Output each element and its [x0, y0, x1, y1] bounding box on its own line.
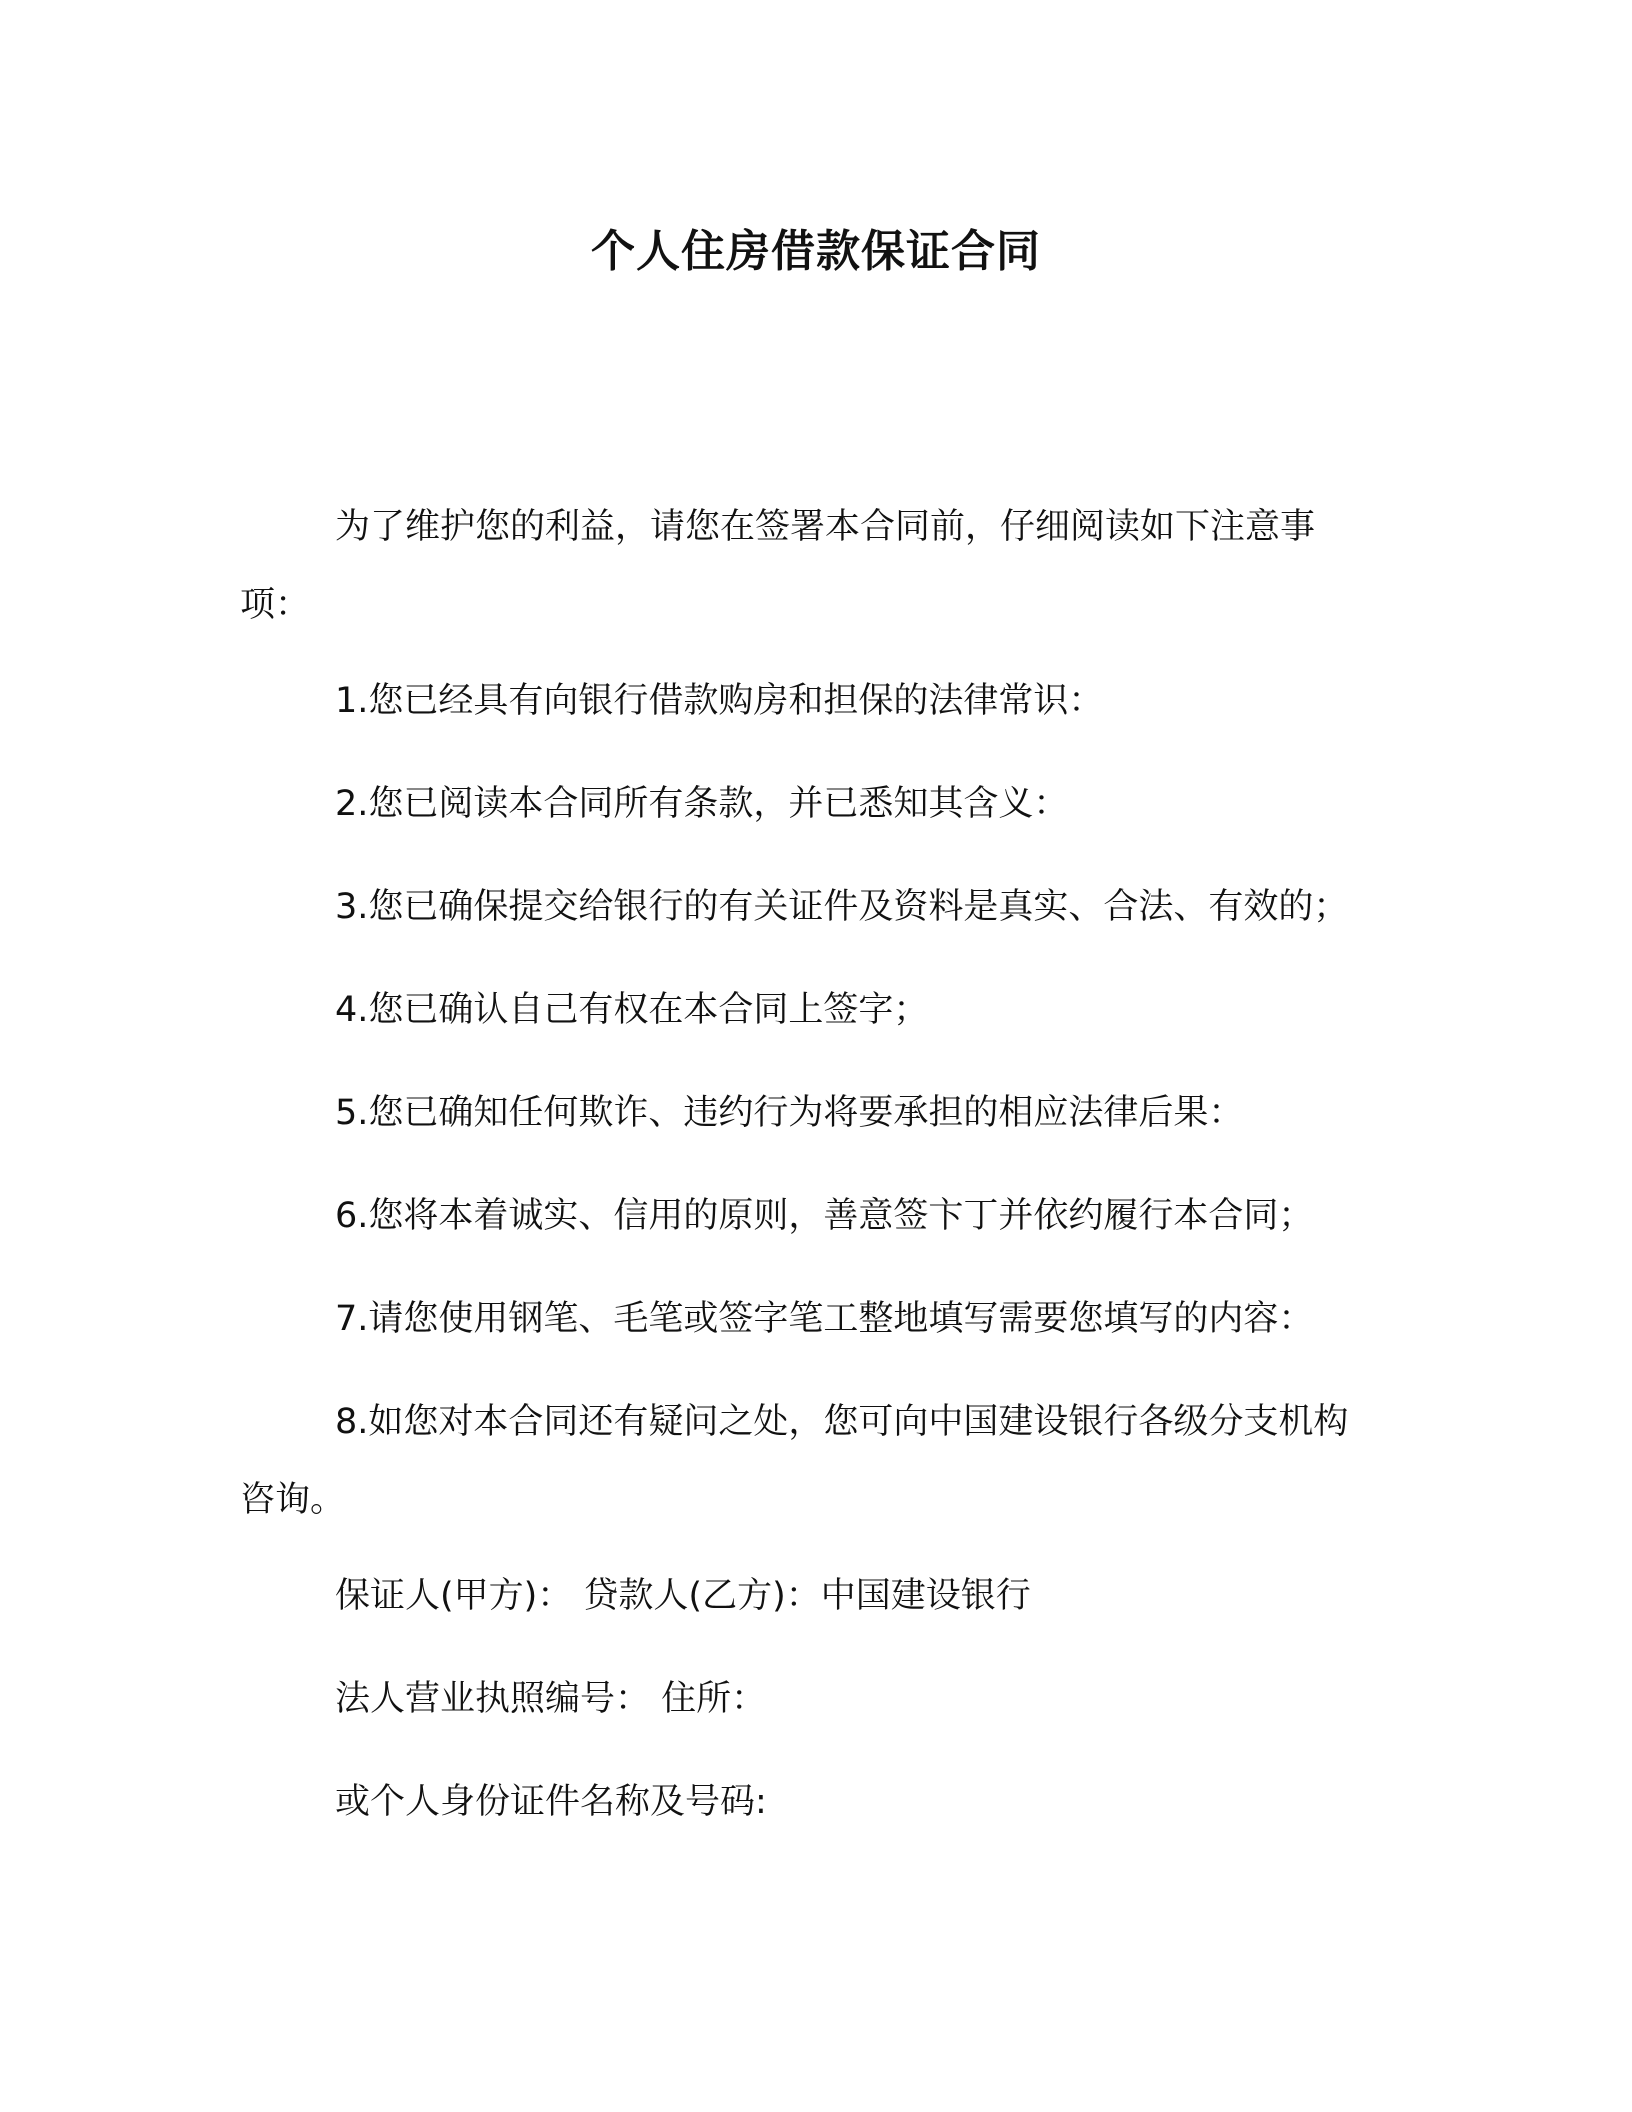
- notice-item-7: 7.请您使用钢笔、毛笔或签字笔工整地填写需要您填写的内容：: [335, 1299, 1314, 1339]
- notice-item-5: 5.您已确知任何欺诈、违约行为将要承担的相应法律后果：: [335, 1093, 1244, 1133]
- document-title: 个人住房借款保证合同: [591, 226, 1041, 277]
- notice-item-4: 4.您已确认自己有权在本合同上签字；: [335, 990, 929, 1030]
- notice-item-3: 3.您已确保提交给银行的有关证件及资料是真实、合法、有效的；: [335, 887, 1349, 927]
- notice-item-6: 6.您将本着诚实、信用的原则，善意签卞丁并依约履行本合同；: [335, 1196, 1314, 1236]
- intro-paragraph: 为了维护您的利益，请您在签署本合同前，仔细阅读如下注意事项：: [240, 507, 1316, 625]
- parties-line: 保证人(甲方)： 贷款人(乙方)：中国建设银行: [335, 1576, 1031, 1616]
- notice-item-8: 8.如您对本合同还有疑问之处，您可向中国建设银行各级分支机构咨询。: [240, 1402, 1349, 1520]
- id-document-line: 或个人身份证件名称及号码:: [335, 1782, 767, 1822]
- notice-item-2: 2.您已阅读本合同所有条款，并已悉知其含义：: [335, 784, 1069, 824]
- notice-item-1: 1.您已经具有向银行借款购房和担保的法律常识：: [335, 681, 1104, 721]
- license-line: 法人营业执照编号： 住所：: [335, 1679, 767, 1719]
